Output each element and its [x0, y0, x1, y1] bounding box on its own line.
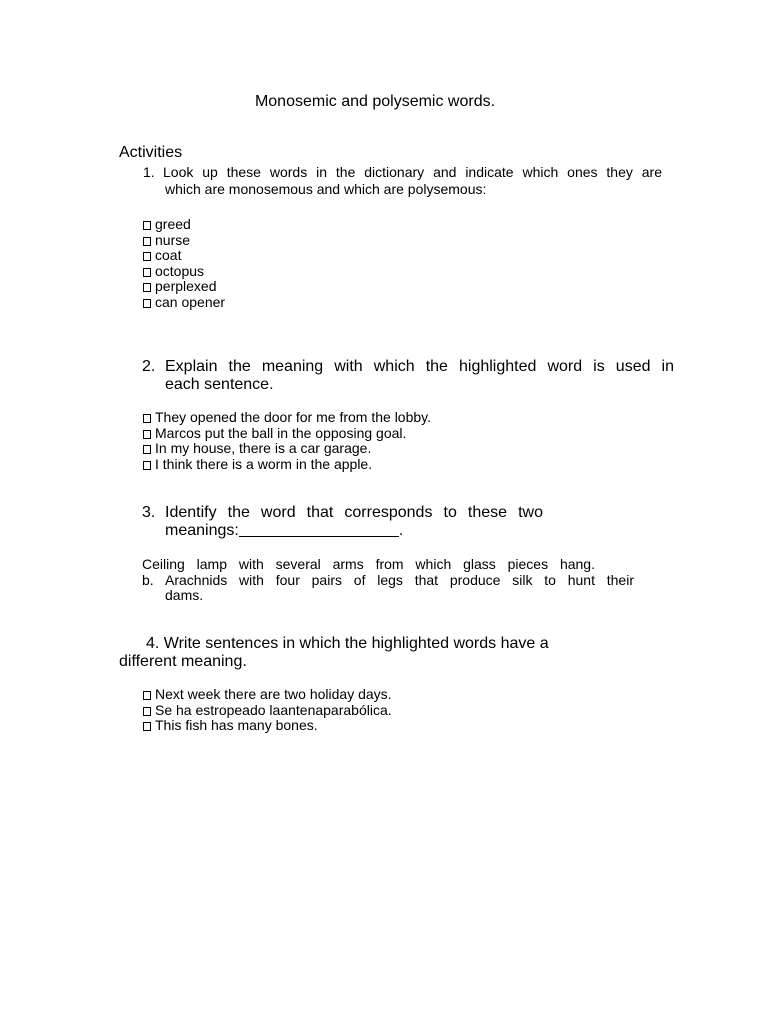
- list-item-text: coat: [155, 247, 182, 263]
- q1-line2: which are monosemous and which are polysemous:: [165, 181, 487, 197]
- checkbox-icon: [143, 221, 151, 230]
- q1-number: 1.: [143, 164, 155, 180]
- list-item-text: octopus: [155, 262, 205, 279]
- checkbox-icon: [143, 299, 151, 308]
- q2-number: 2.: [142, 358, 156, 375]
- list-item: [143, 718, 392, 734]
- list-item: [143, 687, 392, 703]
- q3-line2-end: .: [398, 522, 404, 539]
- list-item-text: perplexed: [155, 278, 217, 294]
- q3-meaning-b-line1: Arachnids with four pairs of legs that produce silk to hunt their: [165, 572, 634, 588]
- checkbox-icon: [143, 414, 151, 423]
- page-title: [0, 93, 768, 111]
- checkbox-icon: [143, 461, 151, 470]
- q1-word-list: [143, 217, 225, 310]
- list-item-text: can opener: [155, 293, 226, 310]
- q3-meaning-a: Ceiling lamp with several arms from which glass pieces hang.: [142, 556, 595, 572]
- page-title-text: Monosemic and polysemic words.: [254, 93, 496, 110]
- list-item: [143, 441, 431, 457]
- list-item-text: They opened the door for me from the lobby.: [155, 409, 432, 425]
- q2-line2: each sentence.: [165, 376, 274, 393]
- checkbox-icon: [143, 691, 151, 700]
- q3-number: 3.: [142, 504, 156, 521]
- list-item: [143, 703, 392, 719]
- list-item-text: This fish has many bones.: [155, 717, 318, 733]
- checkbox-icon: [143, 707, 151, 716]
- q3-meaning-b-label: b.: [142, 572, 154, 588]
- list-item: [143, 426, 431, 442]
- list-item: [143, 295, 225, 311]
- list-item: [143, 457, 431, 473]
- checkbox-icon: [143, 252, 151, 261]
- checkbox-icon: [143, 445, 151, 454]
- list-item: [143, 248, 225, 264]
- q4-line2: different meaning.: [119, 653, 247, 670]
- list-item: [143, 264, 225, 280]
- list-item-text: nurse: [155, 231, 191, 248]
- checkbox-icon: [143, 283, 151, 292]
- checkbox-icon: [143, 430, 151, 439]
- list-item-text: greed: [155, 216, 191, 232]
- activities-heading: Activities: [119, 144, 183, 161]
- q2-line1: Explain the meaning with which the highlighted word is used in: [165, 358, 674, 375]
- list-item-text: Next week there are two holiday days.: [155, 686, 392, 702]
- q3-meaning-b-line2: dams.: [165, 587, 204, 603]
- list-item-text: Se ha estropeado laantenaparabólica.: [155, 701, 392, 718]
- checkbox-icon: [143, 268, 151, 277]
- q3-line2: [165, 522, 403, 540]
- q3-line1: Identify the word that corresponds to these two: [165, 504, 543, 521]
- list-item: [143, 279, 225, 295]
- answer-blank: [239, 523, 399, 537]
- list-item-text: Marcos put the ball in the opposing goal.: [155, 424, 407, 441]
- checkbox-icon: [143, 237, 151, 246]
- q3-line2-text: meanings:: [165, 522, 239, 539]
- list-item-text: I think there is a worm in the apple.: [155, 455, 373, 472]
- q2-sentence-list: [143, 410, 431, 472]
- checkbox-icon: [143, 722, 151, 731]
- q4-line1: 4. Write sentences in which the highlighted words have a: [146, 635, 549, 652]
- q4-sentence-list: [143, 687, 392, 734]
- list-item: [143, 410, 431, 426]
- list-item: [143, 233, 225, 249]
- list-item-text: In my house, there is a car garage.: [155, 440, 372, 456]
- q1-line1: Look up these words in the dictionary and indicate which ones they are: [163, 164, 662, 180]
- list-item: [143, 217, 225, 233]
